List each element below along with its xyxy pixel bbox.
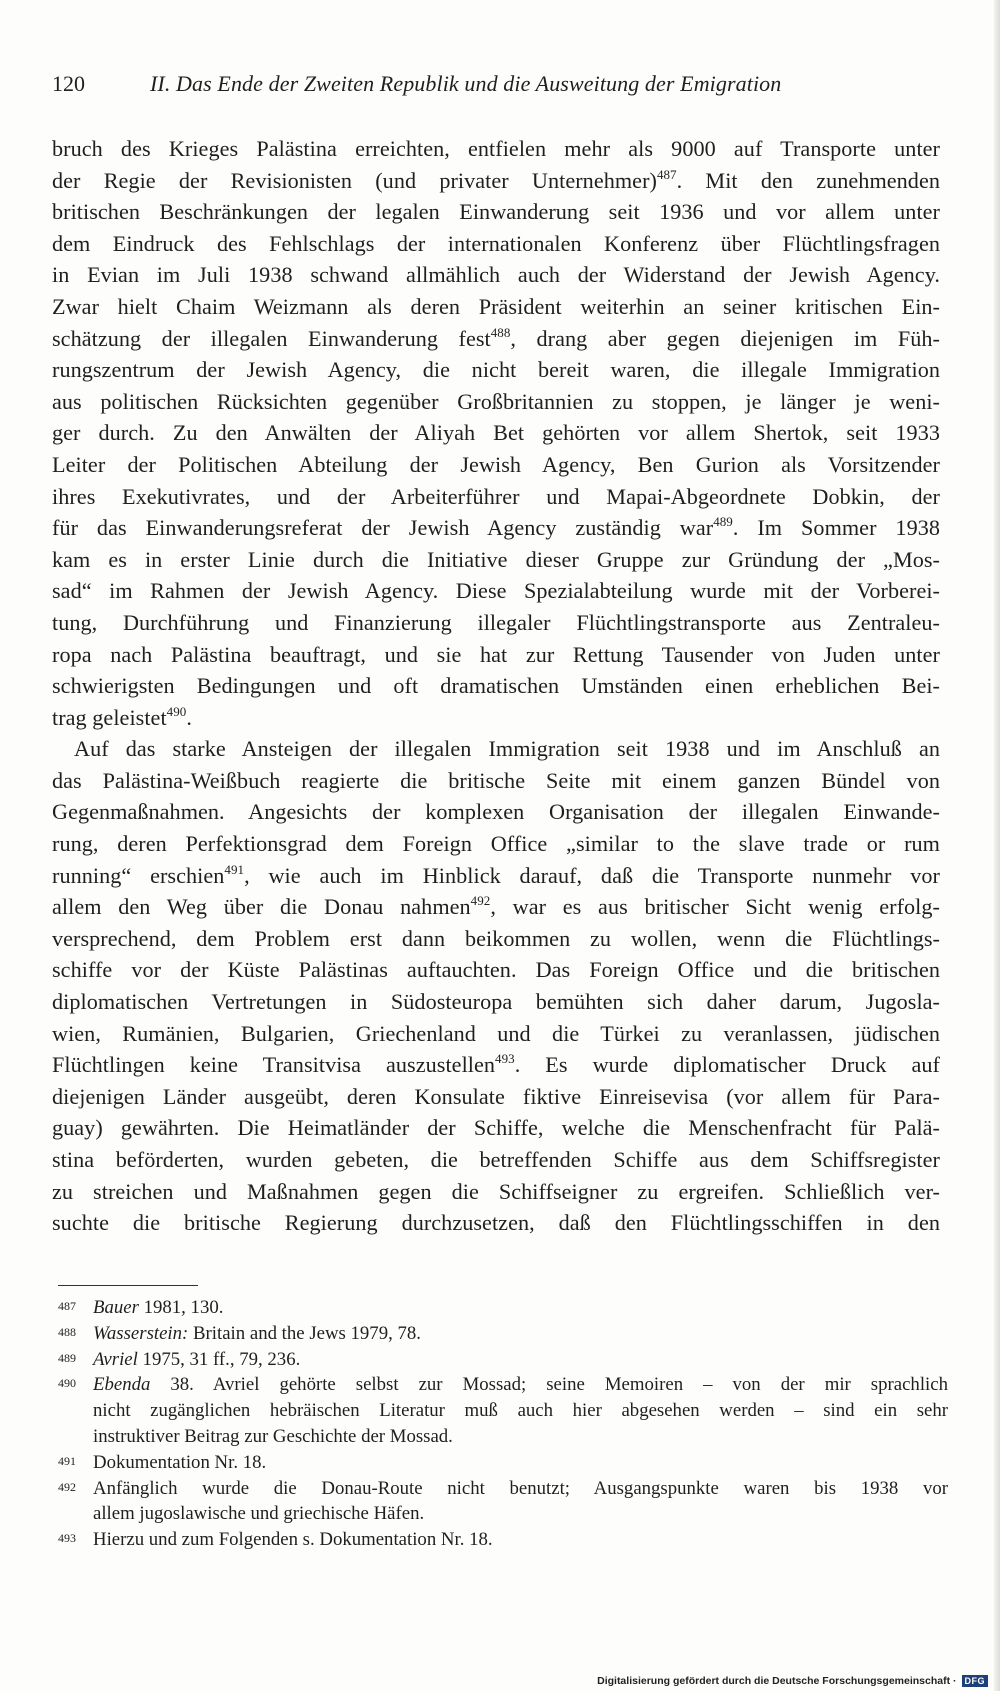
text-line: Gegenmaßnahmen. Angesichts der komplexen Organisation der illegalen Einwande- — [52, 799, 940, 825]
footnote-author: Ebenda — [93, 1374, 151, 1396]
body-text — [52, 133, 940, 1239]
footnote-number: 492 — [58, 1479, 76, 1494]
text-line: trag geleistet$^{490}$. — [52, 703, 192, 730]
text-line: dem Eindruck des Fehlschlags der internationalen Konferenz über Flüchtlingsfragen — [52, 230, 940, 256]
page-number: 120 — [52, 71, 85, 96]
footnote-number: 493 — [58, 1531, 76, 1546]
footnote-ref[interactable]: 493 — [495, 1051, 515, 1067]
text-line: rungszentrum der Jewish Agency, die nicht bereit waren, die illegale Immigration — [52, 357, 940, 383]
footnote-490 — [58, 1372, 948, 1449]
footnote-text: allem jugoslawische und griechische Häfen. — [93, 1503, 425, 1525]
footnote-author: Wasserstein: — [93, 1322, 189, 1344]
text-line: kam es in erster Linie durch die Initiative dieser Gruppe zur Gründung der „Mos- — [52, 546, 940, 572]
text-line: versprechend, dem Problem erst dann beikommen zu wollen, wenn die Flüchtlings- — [52, 925, 940, 951]
text-line: allem den Weg über die Donau nahmen$^{492}$, war es aus britischer Sicht wenig erfolg- — [52, 893, 940, 920]
running-head — [52, 70, 952, 98]
footnote-text: Britain and the Jews 1979, 78. — [188, 1322, 421, 1344]
text-line: schiffe vor der Küste Palästinas auftauchten. Das Foreign Office und die britischen — [52, 957, 940, 983]
footnote-text: Dokumentation Nr. 18. — [93, 1451, 267, 1473]
footnote-number: 491 — [58, 1453, 76, 1468]
footnote-number: 487 — [58, 1299, 76, 1313]
text-line: schwierigsten Bedingungen und oft dramatischen Umständen einen erheblichen Bei- — [52, 673, 940, 699]
text-line: guay) gewährten. Die Heimatländer der Schiffe, welche die Menschenfracht für Palä- — [52, 1115, 940, 1141]
footnote-ref[interactable]: 491 — [224, 861, 245, 877]
text-line: stina beförderten, wurden gebeten, die betreffenden Schiffe aus dem Schiffsregister — [52, 1147, 940, 1172]
footnote-author: Bauer — [93, 1297, 139, 1318]
text-line: diejenigen Länder ausgeübt, deren Konsulate fiktive Einreisevisa (vor allem für Para- — [52, 1083, 940, 1109]
footnote-author: Avriel — [93, 1348, 138, 1370]
footnote-489 — [58, 1347, 948, 1373]
dfg-logo-icon: DFG — [962, 1675, 989, 1687]
text-line: tung, Durchführung und Finanzierung illegaler Flüchtlingstransporte aus Zentraleu- — [52, 609, 940, 635]
footnote-text: nicht zugänglichen hebräischen Literatur muß auch hier abgesehen werden – sind ein sehr — [93, 1400, 948, 1422]
chapter-title: II. Das Ende der Zweiten Republik und die Ausweitung der Emigration — [150, 71, 782, 96]
text-line: der Regie der Revisionisten (und privater Unternehmer)$^{487}$. Mit den zunehmenden — [52, 166, 940, 193]
text-line: für das Einwanderungsreferat der Jewish Agency zuständig war$^{489}$. Im Sommer 1938 — [52, 514, 941, 541]
footnote-text: 38. Avriel gehörte selbst zur Mossad; seine Memoiren – von der mir sprachlich — [150, 1374, 948, 1396]
footnote-ref[interactable]: 487 — [656, 166, 677, 182]
footnote-number: 488 — [58, 1324, 76, 1339]
text-line: suchte die britische Regierung durchzusetzen, daß den Flüchtlingsschiffen in den — [52, 1210, 940, 1236]
text-line: running“ erschien$^{491}$, wie auch im Hinblick darauf, daß die Transporte nunmehr vor — [52, 861, 940, 888]
text-line: wien, Rumänien, Bulgarien, Griechenland und die Türkei zu veranlassen, jüdischen — [52, 1020, 940, 1046]
text-line: das Palästina-Weißbuch reagierte die britische Seite mit einem ganzen Bündel von — [52, 767, 940, 793]
text-line: zu streichen und Maßnahmen gegen die Schiffseigner zu ergreifen. Schließlich ver- — [52, 1178, 940, 1204]
text-line: schätzung der illegalen Einwanderung fest$^{488}$, drang aber gegen diejenigen im Füh- — [52, 324, 940, 351]
text-line: rung, deren Perfektionsgrad dem Foreign Office „similar to the slave trade or rum — [52, 831, 940, 857]
footnote-ref[interactable]: 489 — [713, 514, 733, 530]
footnote-text: instruktiver Beitrag zur Geschichte der Mossad. — [93, 1425, 453, 1447]
text-line: in Evian im Juli 1938 schwand allmählich auch der Widerstand der Jewish Agency. — [52, 262, 940, 288]
footnote-text: Anfänglich wurde die Donau-Route nicht benutzt; Ausgangspunkte waren bis 1938 vor — [93, 1477, 948, 1499]
text-line: aus politischen Rücksichten gegenüber Großbritannien zu stoppen, je länger je weni- — [52, 388, 940, 414]
footnote-493 — [58, 1527, 948, 1553]
text-line: Zwar hielt Chaim Weizmann als deren Präsident weiterhin an seiner kritischen Ein- — [52, 293, 940, 319]
text-line: Leiter der Politischen Abteilung der Jewish Agency, Ben Gurion als Vorsitzender — [52, 451, 940, 477]
footnote-number: 490 — [58, 1376, 76, 1391]
footnote-text: 1975, 31 ff., 79, 236. — [137, 1348, 301, 1370]
footnote-text: Hierzu und zum Folgenden s. Dokumentation Nr. 18. — [93, 1529, 493, 1551]
footnote-text: 1981, 130. — [138, 1297, 224, 1318]
text-line: Flüchtlingen keine Transitvisa auszustellen$^{493}$. Es wurde diplomatischer Druck auf — [52, 1051, 940, 1078]
text-line: bruch des Krieges Palästina erreichten, entfielen mehr als 9000 auf Transporte unter — [52, 136, 940, 161]
credit-text: Digitalisierung gefördert durch die Deutsche Forschungsgemeinschaft · — [597, 1675, 957, 1687]
digitization-credit — [597, 1675, 988, 1687]
footnote-number: 489 — [58, 1350, 76, 1365]
text-line: ihres Exekutivrates, und der Arbeiterführer und Mapai-Abgeordnete Dobkin, der — [52, 483, 940, 509]
text-line: sad“ im Rahmen der Jewish Agency. Diese Spezialabteilung wurde mit der Vorberei- — [52, 578, 940, 604]
footnotes — [58, 1295, 948, 1553]
footnote-ref[interactable]: 488 — [490, 324, 511, 340]
text-line: britischen Beschränkungen der legalen Einwanderung seit 1936 und vor allem unter — [52, 199, 940, 225]
footnote-488 — [58, 1321, 948, 1347]
footnote-491 — [58, 1450, 948, 1476]
page-edge-shadow — [994, 0, 1000, 1691]
footnote-divider — [58, 1285, 198, 1286]
text-line: Auf das starke Ansteigen der illegalen Immigration seit 1938 und im Anschluß an — [74, 736, 940, 762]
text-line: ropa nach Palästina beauftragt, und sie hat zur Rettung Tausender von Juden unter — [52, 641, 940, 667]
footnote-ref[interactable]: 492 — [470, 893, 491, 909]
text-line: diplomatischen Vertretungen in Südosteuropa bemühten sich daher darum, Jugosla- — [52, 989, 940, 1015]
footnote-492 — [58, 1476, 948, 1528]
footnote-ref[interactable]: 490 — [166, 703, 187, 719]
text-line: ger durch. Zu den Anwälten der Aliyah Bet gehörten vor allem Shertok, seit 1933 — [52, 420, 940, 446]
footnote-487 — [58, 1295, 948, 1321]
